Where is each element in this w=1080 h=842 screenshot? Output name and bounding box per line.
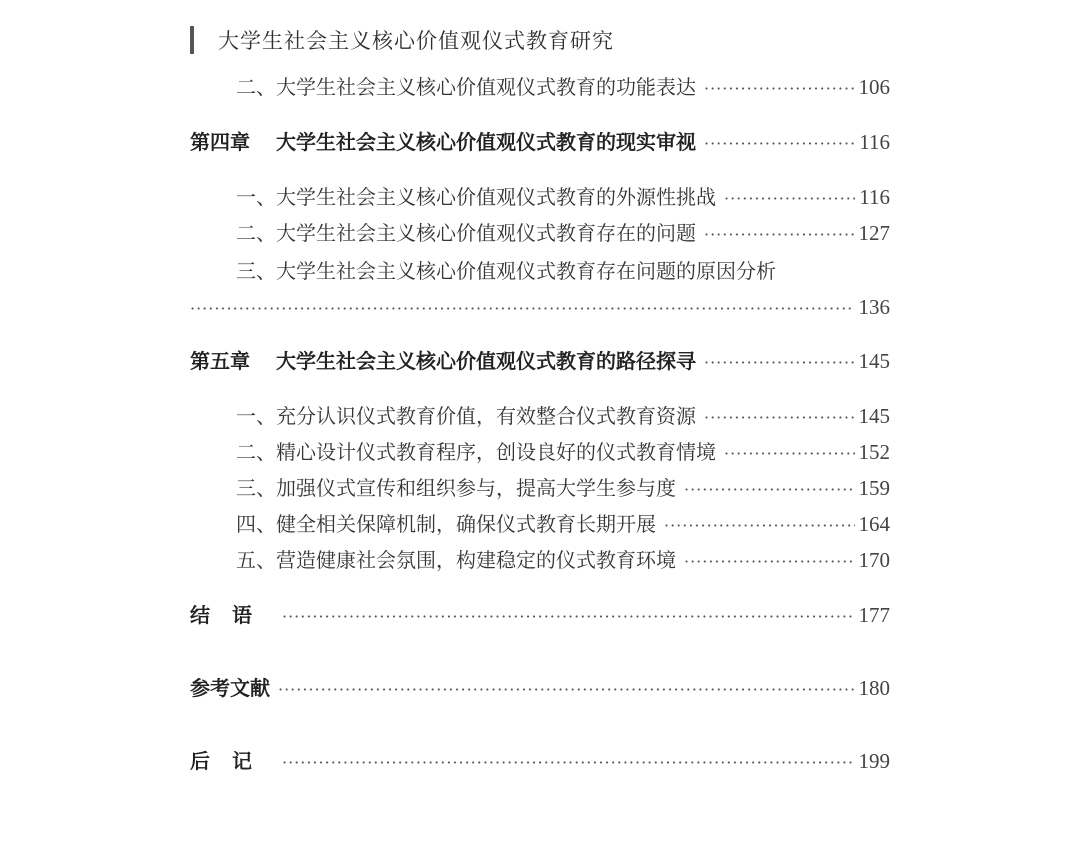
running-head-title: 大学生社会主义核心价值观仪式教育研究 <box>218 29 614 53</box>
toc-entry-ch4-section1[interactable] <box>236 182 890 212</box>
toc-leader-dots <box>704 348 855 378</box>
toc-entry-ch4-section2[interactable] <box>236 218 890 248</box>
toc-leader-dots <box>704 403 855 433</box>
toc-entry-title: 三、加强仪式宣传和组织参与，提高大学生参与度 <box>236 476 676 500</box>
chapter-number: 第五章 <box>190 349 250 373</box>
toc-leader-dots <box>704 129 855 159</box>
toc-entry-page: 116 <box>859 185 890 209</box>
toc-leader-dots <box>684 547 855 577</box>
toc-entry-page: 180 <box>858 676 890 700</box>
running-head <box>190 22 614 58</box>
toc-entry-ch5-section2[interactable] <box>236 437 890 467</box>
toc-entry-page: 170 <box>858 548 890 572</box>
toc-entry-ch4-section3-leader[interactable] <box>190 292 890 322</box>
toc-entry-title: 一、充分认识仪式教育价值，有效整合仪式教育资源 <box>236 404 696 428</box>
toc-entry-page: 164 <box>858 512 890 536</box>
toc-leader-dots <box>704 220 855 250</box>
toc-entry-ch3-section2[interactable] <box>236 72 890 102</box>
toc-entry-conclusion[interactable] <box>190 600 890 630</box>
toc-entry-title: 参考文献 <box>190 676 270 700</box>
toc-entry-page: 177 <box>858 603 890 627</box>
toc-entry-ch5-section3[interactable] <box>236 473 890 503</box>
toc-entry-page: 145 <box>858 404 890 428</box>
toc-entry-title: 一、大学生社会主义核心价值观仪式教育的外源性挑战 <box>236 185 716 209</box>
running-head-bar <box>190 26 194 54</box>
toc-entry-afterword[interactable] <box>190 746 890 776</box>
toc-entry-title: 五、营造健康社会氛围，构建稳定的仪式教育环境 <box>236 548 676 572</box>
toc-entry-page: 127 <box>858 221 890 245</box>
toc-entry-title: 结语 <box>190 603 274 627</box>
toc-entry-page: 136 <box>858 295 890 319</box>
toc-leader-dots <box>684 475 855 505</box>
toc-leader-dots <box>664 511 855 541</box>
toc-leader-dots <box>724 439 855 469</box>
toc-entry-page: 145 <box>858 349 890 373</box>
toc-entry-page: 106 <box>858 75 890 99</box>
toc-chapter-5[interactable] <box>190 346 890 376</box>
toc-entry-title: 二、精心设计仪式教育程序，创设良好的仪式教育情境 <box>236 440 716 464</box>
toc-leader-dots <box>278 675 855 705</box>
toc-entry-ch5-section4[interactable] <box>236 509 890 539</box>
toc-chapter-4[interactable] <box>190 127 890 157</box>
toc-entry-title: 二、大学生社会主义核心价值观仪式教育的功能表达 <box>236 75 696 99</box>
toc-entry-title: 二、大学生社会主义核心价值观仪式教育存在的问题 <box>236 221 696 245</box>
chapter-title: 大学生社会主义核心价值观仪式教育的路径探寻 <box>276 349 696 373</box>
toc-leader-dots <box>190 294 855 324</box>
toc-entry-page: 152 <box>858 440 890 464</box>
toc-leader-dots <box>282 602 855 632</box>
toc-leader-dots <box>704 74 855 104</box>
toc-leader-dots <box>724 184 855 214</box>
toc-entry-ch5-section5[interactable] <box>236 545 890 575</box>
toc-entry-page: 116 <box>859 130 890 154</box>
toc-entry-page: 159 <box>858 476 890 500</box>
chapter-title: 大学生社会主义核心价值观仪式教育的现实审视 <box>276 130 696 154</box>
toc-leader-dots <box>282 748 855 778</box>
toc-entry-title: 四、健全相关保障机制，确保仪式教育长期开展 <box>236 512 656 536</box>
toc-entry-ch4-section3-title[interactable]: 三、大学生社会主义核心价值观仪式教育存在问题的原因分析 <box>236 259 776 283</box>
chapter-number: 第四章 <box>190 130 250 154</box>
toc-entry-ch5-section1[interactable] <box>236 401 890 431</box>
toc-entry-title: 后记 <box>190 749 274 773</box>
toc-entry-references[interactable] <box>190 673 890 703</box>
toc-entry-page: 199 <box>858 749 890 773</box>
